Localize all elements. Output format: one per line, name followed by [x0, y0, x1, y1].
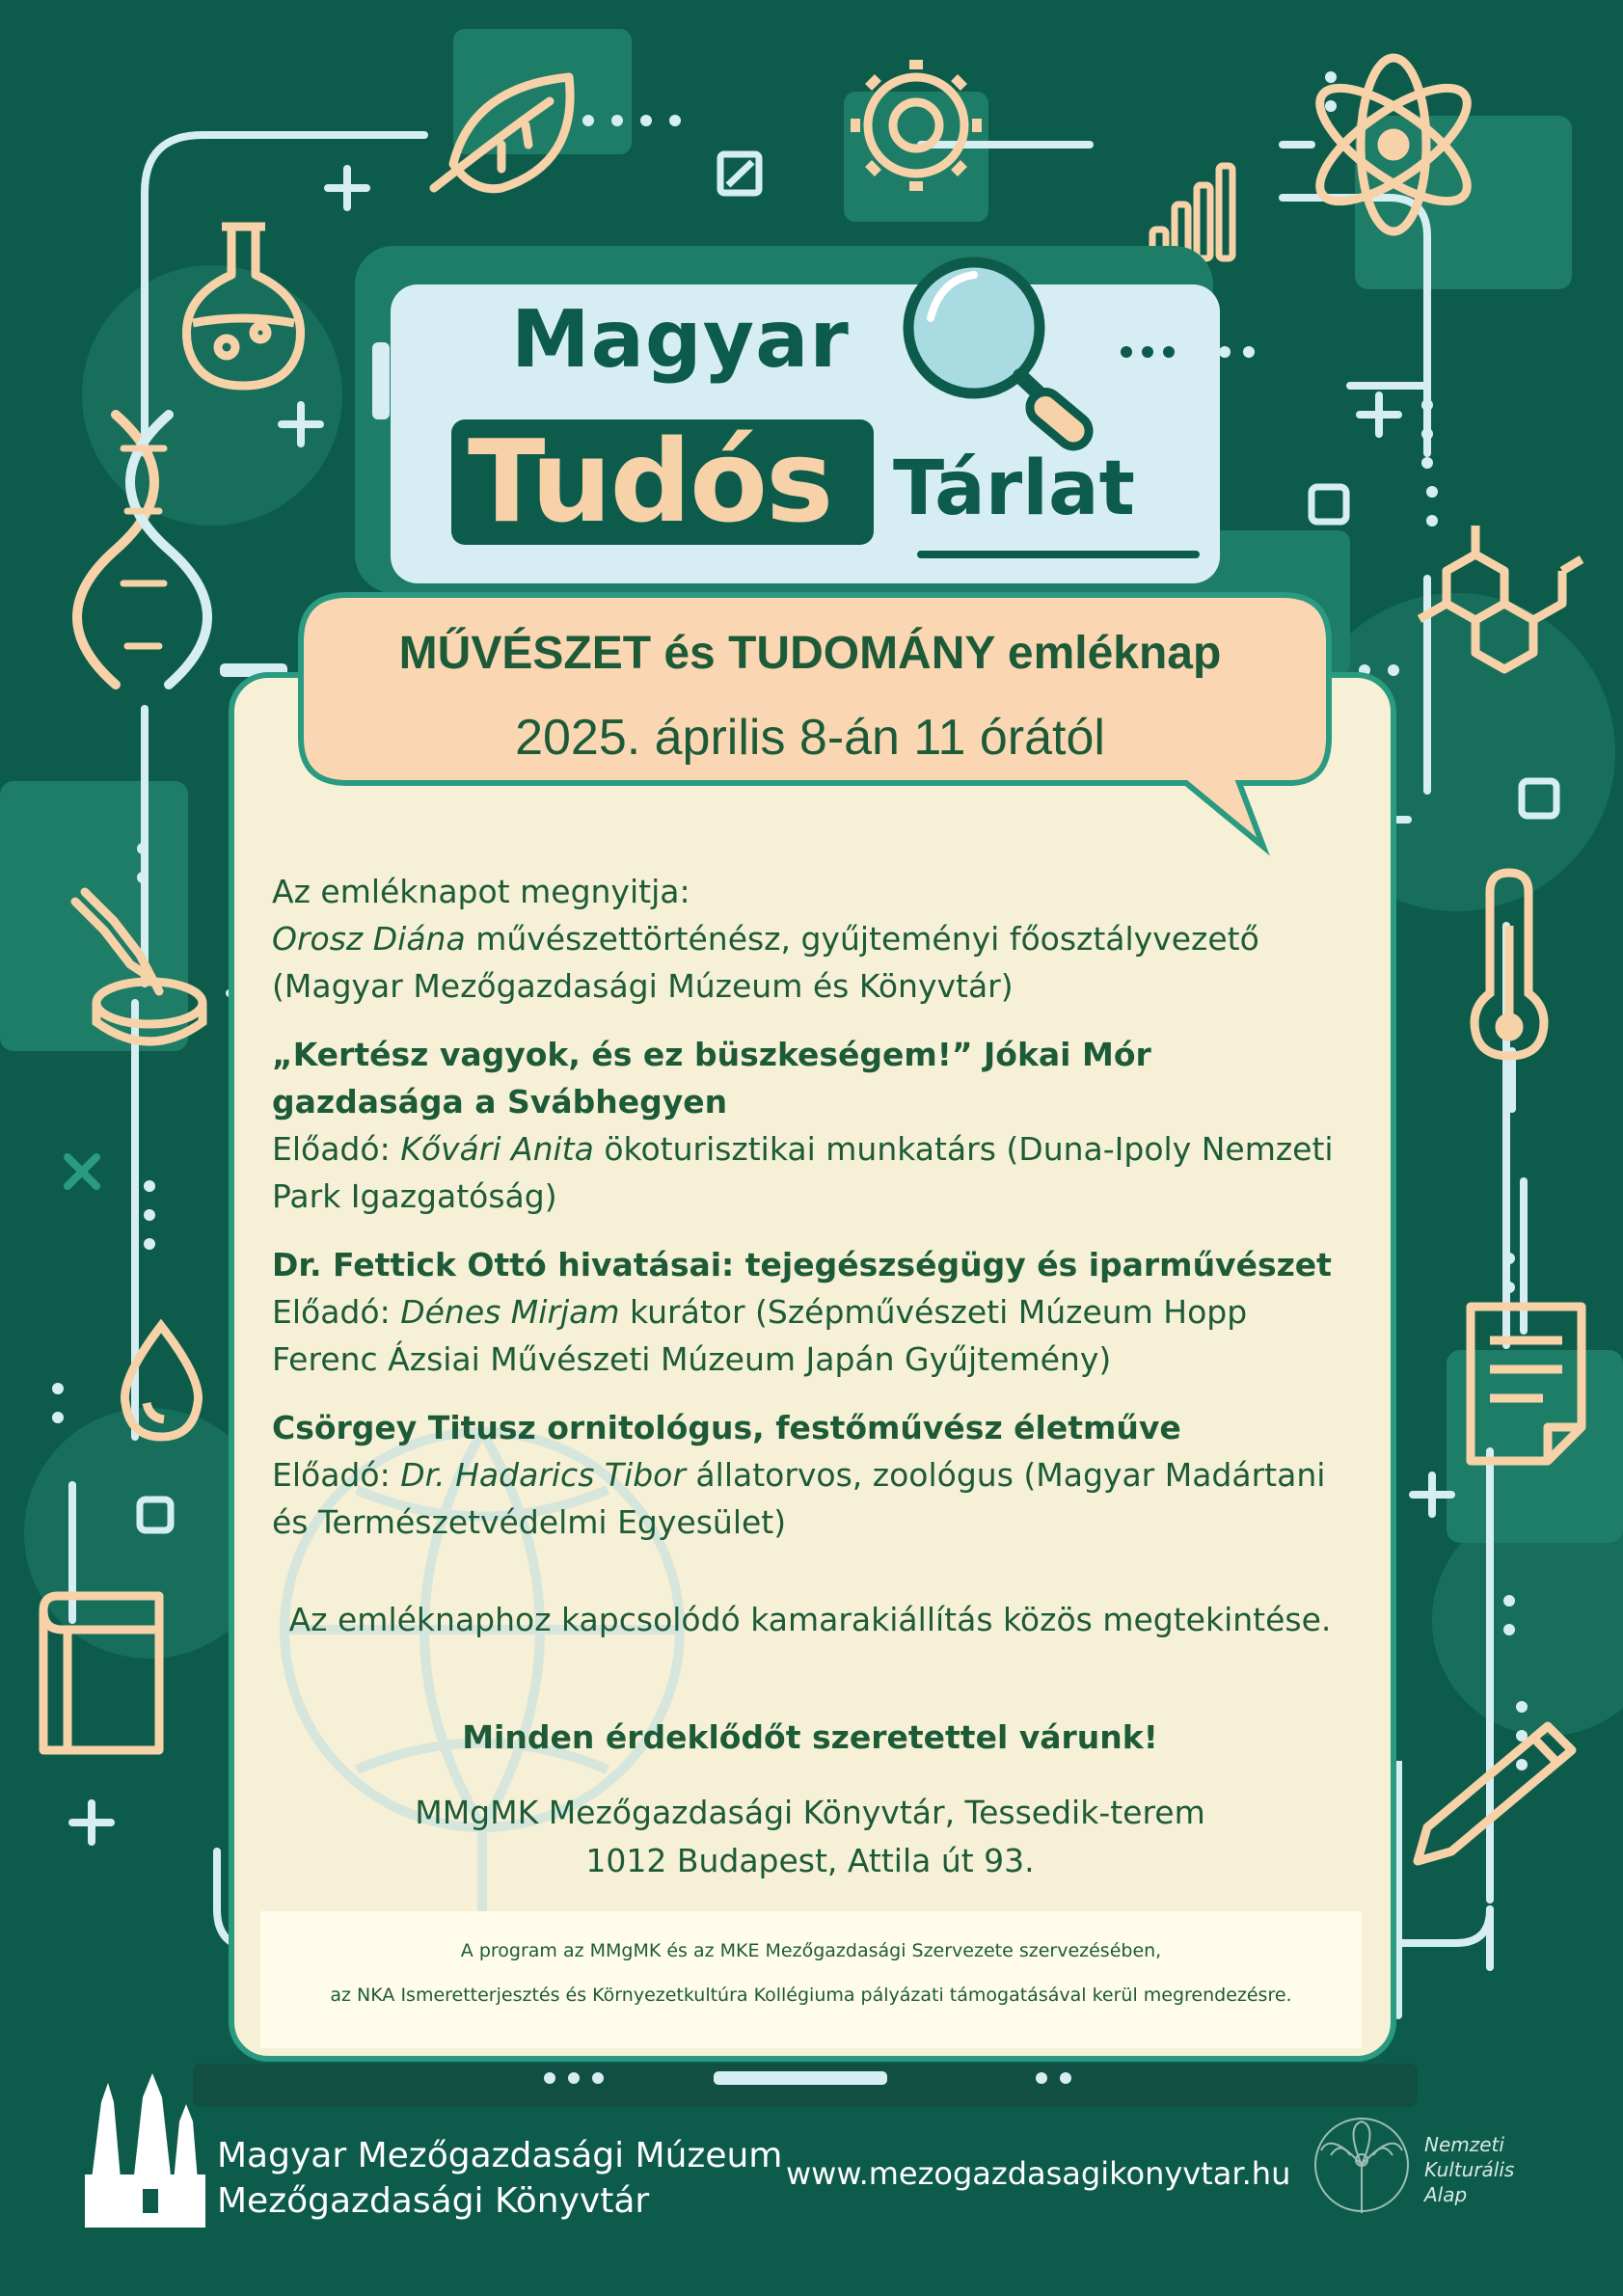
- event-title: MŰVÉSZET és TUDOMÁNY emléknap: [398, 628, 1222, 679]
- nka-line-2: Kulturális: [1424, 2158, 1515, 2181]
- venue-name: MMgMK Mezőgazdasági Könyvtár, Tessedik-terem: [415, 1794, 1205, 1831]
- opening-block: [272, 868, 1342, 1010]
- talk-speaker: Dénes Mirjam: [400, 1293, 620, 1331]
- talk-speaker: Dr. Hadarics Tibor: [400, 1456, 686, 1494]
- talk-title: Csörgey Titusz ornitológus, festőművész életműve: [272, 1409, 1181, 1446]
- talk-item: [272, 1404, 1342, 1546]
- nka-line-3: Alap: [1424, 2183, 1468, 2206]
- funding-box: [260, 1911, 1362, 2048]
- talk-speaker: Kővári Anita: [400, 1130, 594, 1168]
- funding-line-2: az NKA Ismeretterjesztés és Környezetkultúra Kollégiuma pályázati támogatásával kerül megrendezésre.: [330, 1985, 1292, 2006]
- nka-line-1: Nemzeti: [1424, 2133, 1504, 2156]
- talk-details: állatorvos, zoológus (Magyar Madártani és Természetvédelmi Egyesület): [272, 1456, 1326, 1541]
- institution-name-2: Mezőgazdasági Könyvtár: [217, 2181, 650, 2221]
- talk-item: [272, 1031, 1342, 1220]
- talk-speaker-line: [272, 1451, 1342, 1546]
- opening-org: (Magyar Mezőgazdasági Múzeum és Könyvtár): [272, 967, 1014, 1005]
- speaker-label: Előadó:: [272, 1130, 391, 1168]
- website-link[interactable]: www.mezogazdasagikonyvtar.hu: [786, 2155, 1291, 2192]
- opening-intro: Az emléknapot megnyitja:: [272, 873, 690, 910]
- talk-speaker-line: [272, 1288, 1342, 1383]
- title-tarlat: Tárlat: [893, 446, 1135, 532]
- talk-item: [272, 1241, 1342, 1383]
- talk-speaker-line: [272, 1125, 1342, 1220]
- speaker-label: Előadó:: [272, 1456, 391, 1494]
- venue-address: 1012 Budapest, Attila út 93.: [585, 1842, 1035, 1879]
- talk-details: kurátor (Szépművészeti Múzeum Hopp Ferenc Ázsiai Művészeti Múzeum Japán Gyűjtemény): [272, 1293, 1248, 1378]
- talk-title: Dr. Fettick Ottó hivatásai: tejegészségügy és iparművészet: [272, 1246, 1332, 1283]
- event-date: 2025. április 8-án 11 órától: [515, 710, 1105, 766]
- opening-role: művészettörténész, gyűjteményi főosztályvezető: [475, 920, 1259, 958]
- institution-name-1: Magyar Mezőgazdasági Múzeum: [217, 2136, 783, 2175]
- talk-title: „Kertész vagyok, és ez büszkeségem!” Jókai Mór gazdasága a Svábhegyen: [272, 1036, 1151, 1121]
- speaker-label: Előadó:: [272, 1293, 391, 1331]
- exhibition-note: Az emléknaphoz kapcsolódó kamarakiállítás közös megtekintése.: [288, 1601, 1332, 1638]
- opening-speaker: Orosz Diána: [272, 920, 466, 958]
- funding-line-1: A program az MMgMK és az MKE Mezőgazdasági Szervezete szervezésében,: [460, 1940, 1162, 1961]
- welcome-text: Minden érdeklődőt szeretettel várunk!: [462, 1718, 1158, 1756]
- talk-details: ökoturisztikai munkatárs (Duna-Ipoly Nemzeti Park Igazgatóság): [272, 1130, 1334, 1215]
- opening-speaker-line: [272, 915, 1342, 962]
- program-content: [272, 868, 1342, 1567]
- title-tudos: Tudós: [468, 415, 832, 548]
- title-magyar: Magyar: [511, 294, 850, 386]
